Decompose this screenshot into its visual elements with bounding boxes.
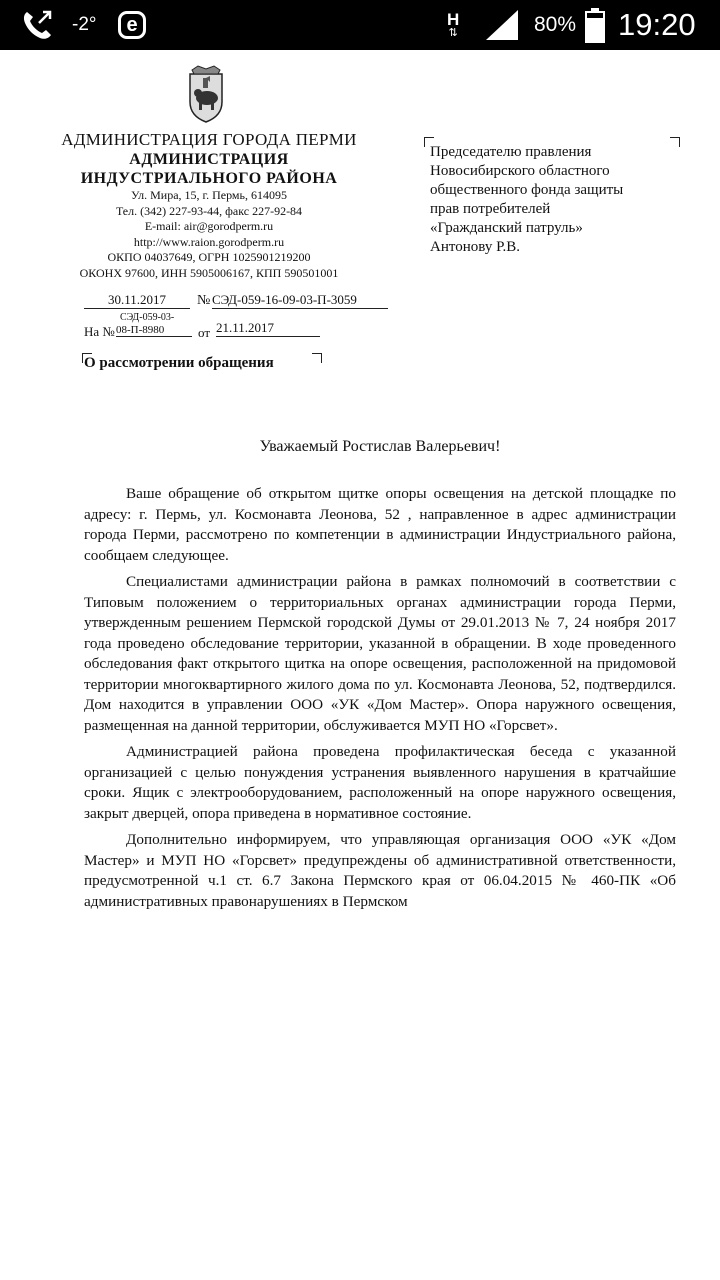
letter-body [84, 484, 676, 918]
recipient-line-3: общественного фонда защиты [430, 182, 624, 198]
letterhead-codes-2: ОКОНХ 97600, ИНН 5905006167, КПП 590501001 [79, 265, 339, 280]
recipient-line-4: прав потребителей [430, 201, 551, 217]
network-type [447, 0, 459, 50]
temperature-text: -2° [72, 14, 97, 35]
coat-of-arms-emblem [180, 64, 232, 129]
city-administration-title: АДМИНИСТРАЦИЯ ГОРОДА ПЕРМИ [61, 130, 357, 149]
recipient-line-2: Новосибирского областного [430, 163, 610, 179]
reference-label: На № [84, 324, 115, 339]
recipient-corner-right [670, 137, 680, 147]
battery-icon [584, 0, 606, 50]
registration-number-sign: № [197, 293, 211, 308]
district-administration-title-line2: ИНДУСТРИАЛЬНОГО РАЙОНА [80, 170, 338, 187]
document-page [0, 50, 720, 1280]
registration-number [212, 292, 388, 309]
browser-e-icon: e [118, 0, 146, 50]
recipient-line-6: Антонову Р.В. [430, 239, 521, 255]
letterhead-codes-1: ОКПО 04037649, ОГРН 1025901219200 [107, 250, 311, 264]
recipient-line-5: «Гражданский патруль» [430, 220, 583, 236]
body-paragraph-1: Ваше обращение об открытом щитке опоры освещения на детской площадке по адресу: г. Пермь, ул. Космонавта Леонова, 52 , направленное в адрес администрации города Перми, рассмотрено по компетенции в администрации Индустриального района, сообщаем следующее. [84, 485, 676, 564]
network-type-text: H [447, 10, 460, 29]
body-paragraph-3: Администрацией района проведена профилактическая беседа с указанной организацией с целью понуждения устранения выявленного нарушения в кратчайшие сроки. Ящик с электрооборудованием, расположенный на опоре наружного освещения, закрыт дверцей, опора приведена в нормативное состояние. [84, 743, 676, 822]
letterhead-phone: Тел. (342) 227-93-44, факс 227-92-84 [115, 203, 303, 218]
letterhead [44, 130, 374, 281]
letter-subject: О рассмотрении обращения [84, 355, 274, 371]
clock-time: 19:20 [618, 7, 696, 42]
data-arrows-icon: ⇅ [448, 27, 458, 39]
district-administration-title-line1: АДМИНИСТРАЦИЯ [129, 151, 289, 168]
reference-number [116, 324, 192, 337]
subject-corner-right [312, 353, 322, 363]
reference-date-text: 21.11.2017 [216, 320, 275, 335]
body-paragraph-4: Дополнительно информируем, что управляющая организация ООО «УК «Дом Мастер» и МУП НО «Горсвет» предупреждены об административной ответственности, предусмотренной ч.1 ст. 6.7 Закона Пермского края от 06.04.2015 № 460-ПК «Об административных правонарушениях в Пермском [84, 831, 676, 910]
reference-prefix-small: СЭД-059-03- [120, 312, 175, 323]
body-paragraph-2: Специалистами администрации района в рамках полномочий в соответствии с Типовым положением о территориальных органах администрации города Перми, утвержденным решением Пермской городской Думы от 29.01.2013 № 7, 24 ноября 2017 года проведено обследование территории, указанной в обращении. В ходе проведенного обследования факт открытого щитка на опоре освещения, расположенной на придомовой территории многоквартирного жилого дома по ул. Космонавта Леонова, 52, подтвердился. Дом находится в управлении ООО «УК «Дом Мастер». Опора наружного освещения, размещенная на данной территории, обслуживается МУП НО «Горсвет». [84, 573, 676, 734]
reference-from-label: от [198, 325, 211, 340]
recipient-block [430, 143, 660, 257]
signal-icon [484, 0, 520, 50]
registration-date [84, 292, 190, 309]
registration-number-text: СЭД-059-16-09-03-П-3059 [212, 292, 357, 307]
status-bar [0, 0, 720, 50]
salutation: Уважаемый Ростислав Валерьевич! [259, 438, 501, 455]
battery-percent: 80% [534, 13, 577, 36]
reference-date [216, 320, 320, 337]
reference-number-text: 08-П-8980 [116, 324, 165, 336]
registration-date-text: 30.11.2017 [107, 292, 167, 307]
letterhead-address: Ул. Мира, 15, г. Пермь, 614095 [131, 188, 287, 202]
letterhead-website: http://www.raion.gorodperm.ru [133, 234, 285, 249]
recipient-line-1: Председателю правления [430, 144, 592, 160]
missed-call-icon [20, 0, 54, 50]
letterhead-email: E-mail: air@gorodperm.ru [144, 219, 274, 233]
